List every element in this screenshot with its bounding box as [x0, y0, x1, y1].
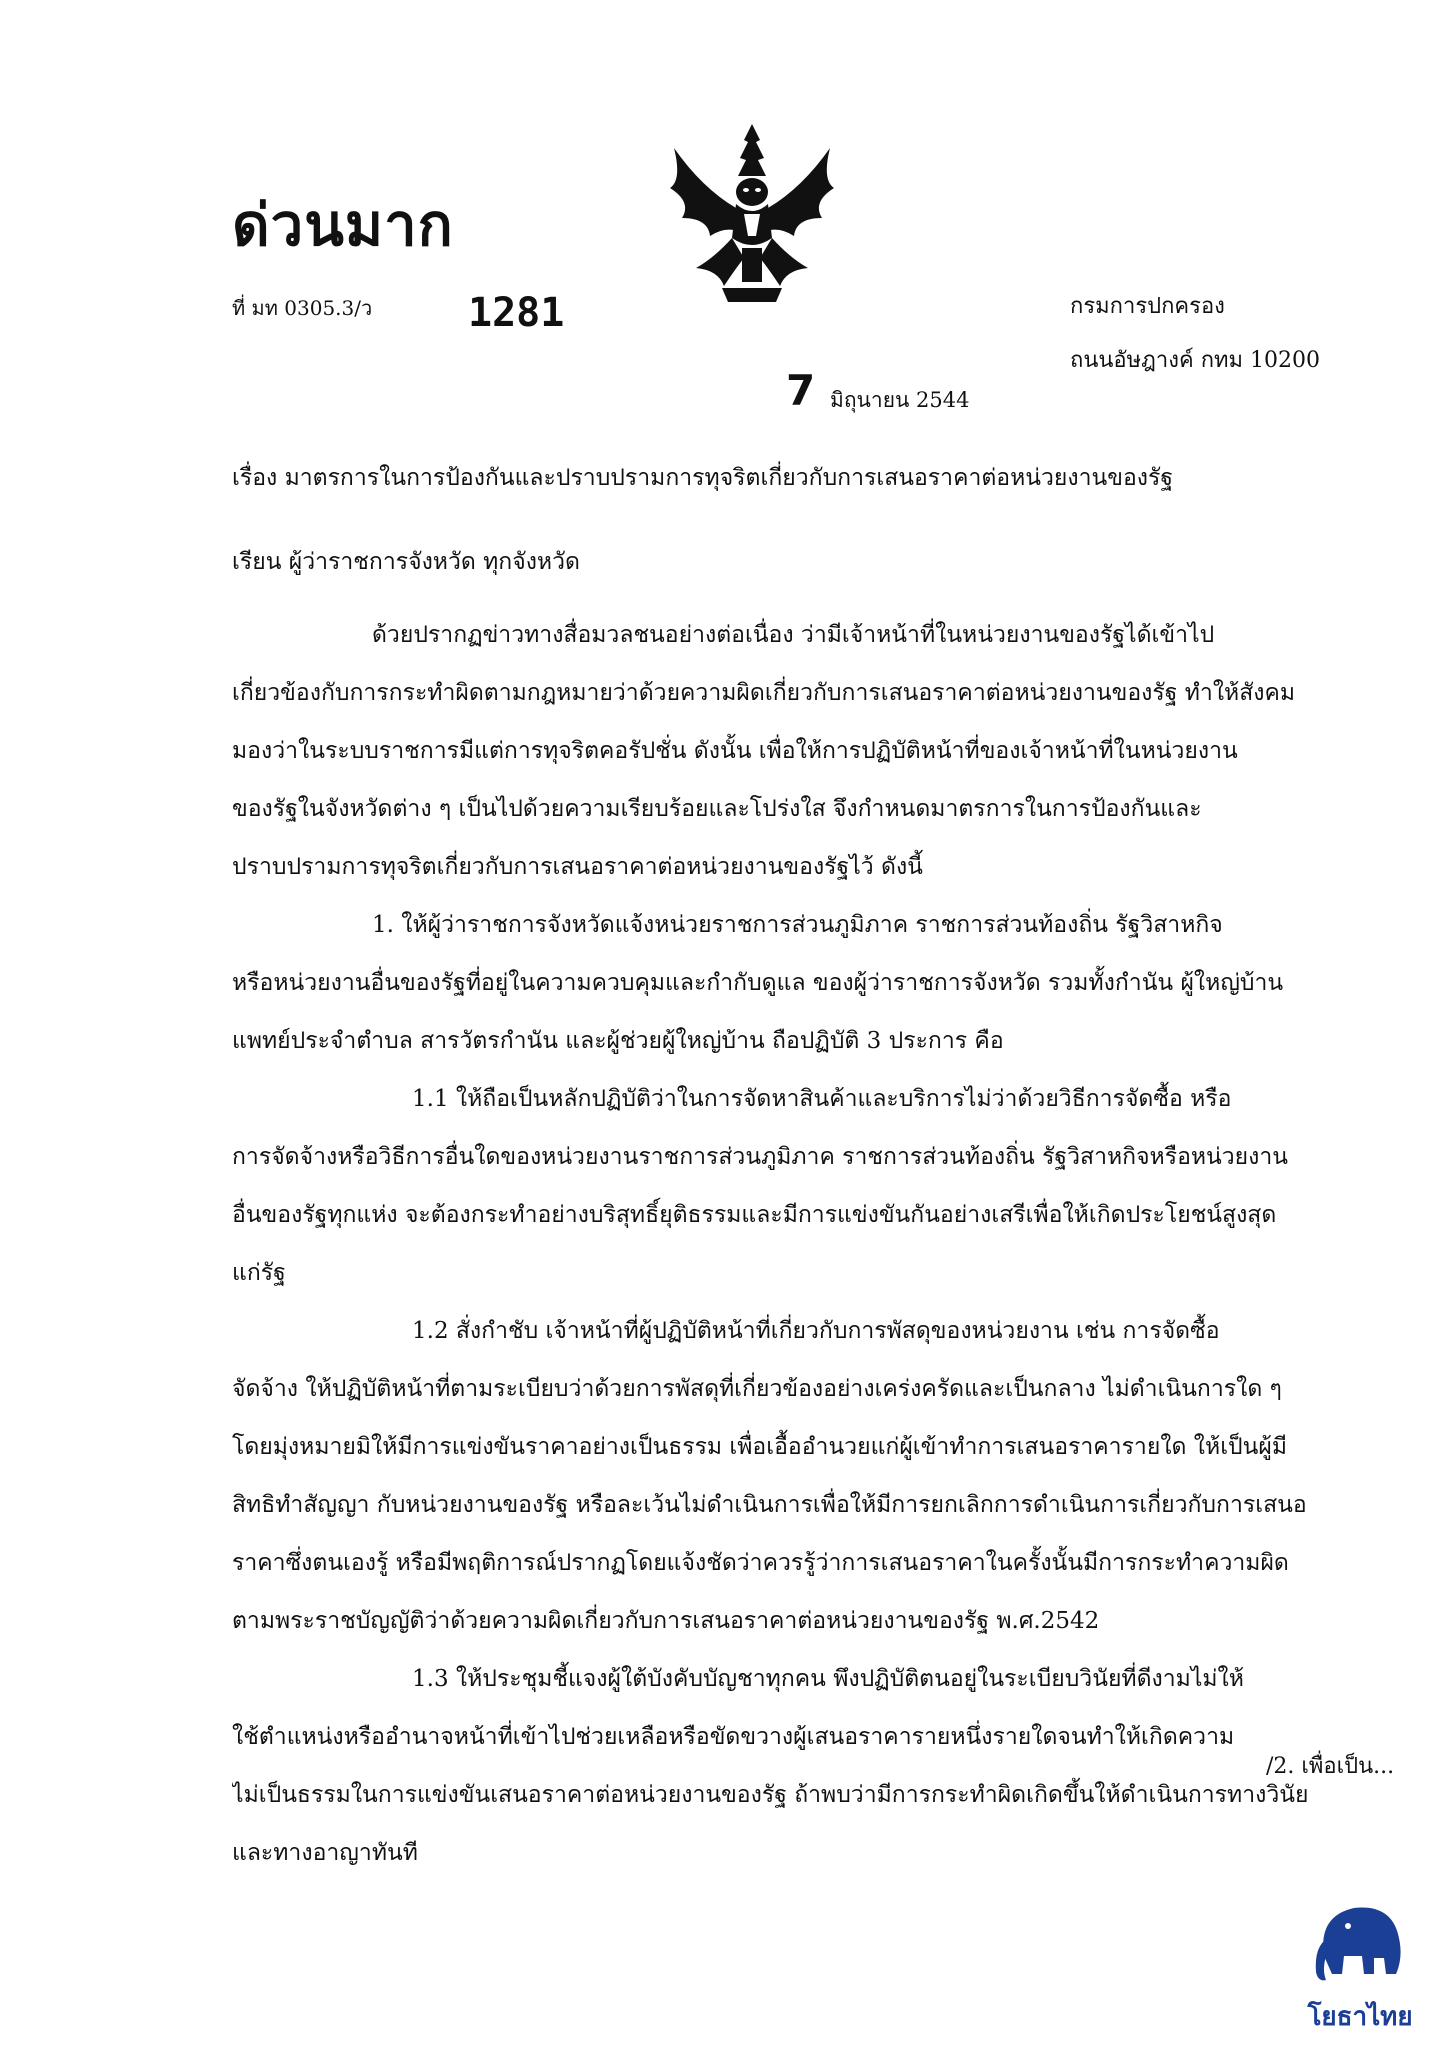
body-line: ด้วยปรากฏข่าวทางสื่อมวลชนอย่างต่อเนื่อง ว่ามีเจ้าหน้าที่ในหน่วยงานของรัฐได้เข้าไป: [372, 622, 1215, 648]
body-line: เกี่ยวข้องกับการกระทำผิดตามกฎหมายว่าด้วยความผิดเกี่ยวกับการเสนอราคาต่อหน่วยงานของรัฐ ทำให้สังคม: [232, 680, 1296, 706]
date-day: 7: [786, 366, 816, 415]
item-1-1-line: การจัดจ้างหรือวิธีการอื่นใดของหน่วยงานราชการส่วนภูมิภาค ราชการส่วนท้องถิ่น รัฐวิสาหกิจหรือหน่วยงาน: [232, 1144, 1289, 1170]
department-address: [1070, 280, 1320, 388]
department-street: ถนนอัษฎางค์ กทม 10200: [1070, 348, 1320, 373]
logo-text: โยธาไทย: [1307, 2002, 1413, 2032]
continuation-marker: /2. เพื่อเป็น...: [1266, 1754, 1395, 1779]
item-1-2-line: ตามพระราชบัญญัติว่าด้วยความผิดเกี่ยวกับการเสนอราคาต่อหน่วยงานของรัฐ พ.ศ.2542: [232, 1608, 1100, 1634]
item-1-2-line: สิทธิทำสัญญา กับหน่วยงานของรัฐ หรือละเว้นไม่ดำเนินการเพื่อให้มีการยกเลิกการดำเนินการเกี่ยวกับการเสนอ: [232, 1492, 1307, 1518]
item-1-2-line: 1.2 สั่งกำชับ เจ้าหน้าที่ผู้ปฏิบัติหน้าที่เกี่ยวกับการพัสดุของหน่วยงาน เช่น การจัดซื้อ: [412, 1318, 1220, 1344]
garuda-emblem-icon: [652, 118, 852, 308]
item-1-2-line: จัดจ้าง ให้ปฏิบัติหน้าที่ตามระเบียบว่าด้วยการพัสดุที่เกี่ยวข้องอย่างเคร่งครัดและเป็นกลาง ไม่ดำเนินการใด ๆ: [232, 1376, 1282, 1402]
document-number: 1281: [468, 290, 565, 336]
date-month-year: มิถุนายน 2544: [830, 388, 970, 412]
subject-line: เรื่อง มาตรการในการป้องกันและปราบปรามการทุจริตเกี่ยวกับการเสนอราคาต่อหน่วยงานของรัฐ: [232, 465, 1174, 491]
letter-body: [232, 606, 1382, 1882]
reference-label: ที่ มท 0305.3/ว: [232, 296, 373, 320]
item-1-line: แพทย์ประจำตำบล สารวัตรกำนัน และผู้ช่วยผู้ใหญ่บ้าน ถือปฏิบัติ 3 ประการ คือ: [232, 1028, 1004, 1054]
item-1-1-line: แก่รัฐ: [232, 1260, 286, 1286]
item-1-3-line: 1.3 ให้ประชุมชี้แจงผู้ใต้บังคับบัญชาทุกคน พึงปฏิบัติตนอยู่ในระเบียบวินัยที่ดีงามไม่ให้: [412, 1666, 1244, 1692]
body-line: มองว่าในระบบราชการมีแต่การทุจริตคอรัปชั่น ดังนั้น เพื่อให้การปฏิบัติหน้าที่ของเจ้าหน้าที่ในหน่วยงาน: [232, 738, 1238, 764]
item-1-line: 1. ให้ผู้ว่าราชการจังหวัดแจ้งหน่วยราชการส่วนภูมิภาค ราชการส่วนท้องถิ่น รัฐวิสาหกิจ: [372, 912, 1223, 938]
body-line: ปราบปรามการทุจริตเกี่ยวกับการเสนอราคาต่อหน่วยงานของรัฐไว้ ดังนี้: [232, 854, 923, 880]
department-name: กรมการปกครอง: [1070, 294, 1225, 319]
item-1-2-line: โดยมุ่งหมายมิให้มีการแข่งขันราคาอย่างเป็นธรรม เพื่อเอื้ออำนวยแก่ผู้เข้าทำการเสนอราคารายใด ให้เป็นผู้มี: [232, 1434, 1288, 1460]
item-1-3-line: ใช้ตำแหน่งหรืออำนาจหน้าที่เข้าไปช่วยเหลือหรือขัดขวางผู้เสนอราคารายหนึ่งรายใดจนทำให้เกิดความ: [232, 1724, 1235, 1750]
urgency-heading: ด่วนมาก: [232, 191, 454, 259]
item-1-1-line: อื่นของรัฐทุกแห่ง จะต้องกระทำอย่างบริสุทธิ์ยุติธรรมและมีการแข่งขันกันอย่างเสรีเพื่อให้เกิดประโยชน์สูงสุด: [232, 1202, 1277, 1228]
item-1-1-line: 1.1 ให้ถือเป็นหลักปฏิบัติว่าในการจัดหาสินค้าและบริการไม่ว่าด้วยวิธีการจัดซื้อ หรือ: [412, 1086, 1232, 1112]
item-1-2-line: ราคาซึ่งตนเองรู้ หรือมีพฤติการณ์ปรากฏโดยแจ้งชัดว่าควรรู้ว่าการเสนอราคาในครั้งนั้นมีการกระทำความผิด: [232, 1550, 1289, 1576]
recipient-line: เรียน ผู้ว่าราชการจังหวัด ทุกจังหวัด: [232, 549, 580, 575]
elephant-logo-icon: [1304, 1886, 1414, 1996]
item-1-line: หรือหน่วยงานอื่นของรัฐที่อยู่ในความควบคุมและกำกับดูแล ของผู้ว่าราชการจังหวัด รวมทั้งกำนัน ผู้ใหญ่บ้าน: [232, 970, 1284, 996]
item-1-3-line: ไม่เป็นธรรมในการแข่งขันเสนอราคาต่อหน่วยงานของรัฐ ถ้าพบว่ามีการกระทำผิดเกิดขึ้นให้ดำเนินการทางวินัย: [232, 1782, 1309, 1808]
item-1-3-line: และทางอาญาทันที: [232, 1840, 418, 1866]
body-line: ของรัฐในจังหวัดต่าง ๆ เป็นไปด้วยความเรียบร้อยและโปร่งใส จึงกำหนดมาตรการในการป้องกันและ: [232, 796, 1202, 822]
